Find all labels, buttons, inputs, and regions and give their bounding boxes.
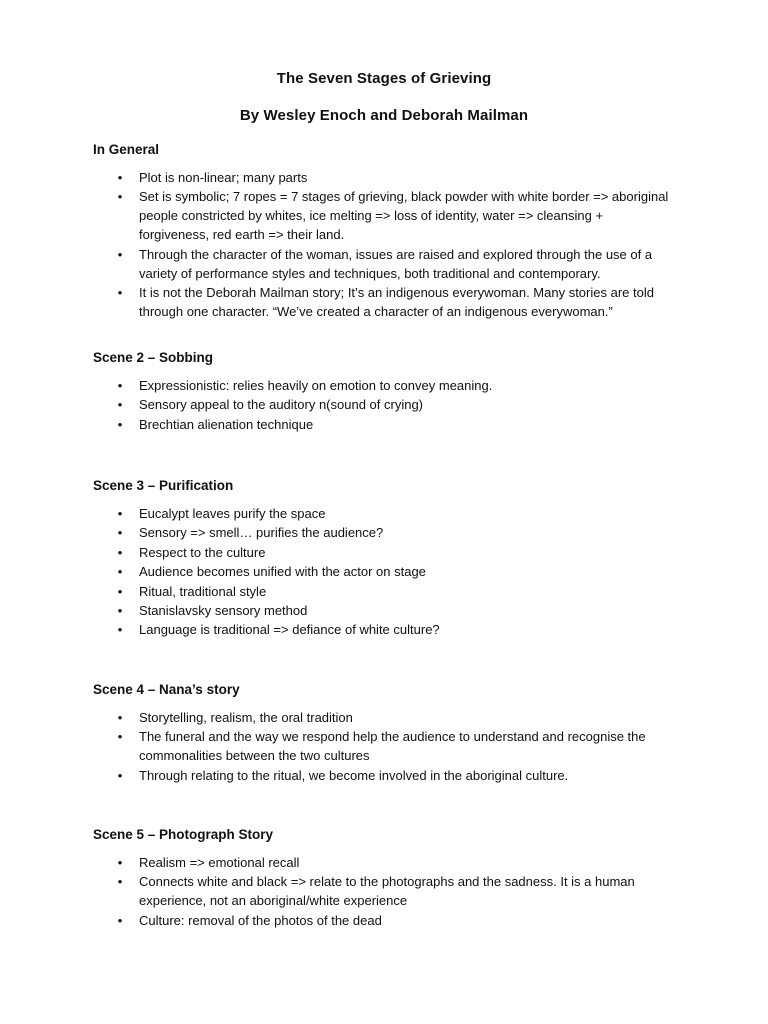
list-item: • Realism => emotional recall: [93, 853, 693, 872]
list-item: • Stanislavsky sensory method: [93, 601, 693, 620]
bullet-icon: •: [117, 564, 123, 580]
bullet-icon: •: [117, 525, 123, 541]
bullet-icon: •: [117, 622, 123, 638]
list-item: • Through the character of the woman, issues are raised and explored through the use of a variety of performance styles and techniques, both traditional and contemporary.: [93, 245, 693, 283]
document-byline: By Wesley Enoch and Deborah Mailman: [239, 107, 529, 124]
list-item: • Ritual, traditional style: [93, 582, 693, 601]
list-item: • Language is traditional => defiance of white culture?: [93, 620, 693, 639]
list-item: • Brechtian alienation technique: [93, 415, 693, 434]
list-item: • Audience becomes unified with the actor on stage: [93, 562, 693, 581]
bullet-icon: •: [117, 506, 123, 521]
bullet-icon: •: [117, 729, 123, 745]
list-item: • Culture: removal of the photos of the dead: [93, 911, 693, 930]
section-scene-2: [93, 349, 693, 434]
bullet-icon: •: [117, 767, 123, 783]
section-heading: Scene 5 – Photograph Story: [93, 827, 274, 842]
list-item: • It is not the Deborah Mailman story; It’s an indigenous everywoman. Many stories are told through one character. “We’ve created a character of an indigenous everywoman.”: [93, 283, 693, 321]
list-item: • Through relating to the ritual, we become involved in the aboriginal culture.: [93, 766, 693, 785]
list-item: • Connects white and black => relate to the photographs and the sadness. It is a human experience, not an aboriginal/white experience: [93, 872, 693, 910]
bullet-list: [93, 853, 693, 930]
bullet-list: [93, 708, 693, 785]
list-item: • The funeral and the way we respond help the audience to understand and recognise the commonalities between the two cultures: [93, 727, 693, 765]
bullet-icon: •: [117, 912, 123, 928]
list-item: • Sensory appeal to the auditory n(sound of crying): [93, 395, 693, 414]
document-title: The Seven Stages of Grieving: [276, 70, 492, 87]
list-item: • Eucalypt leaves purify the space: [93, 504, 693, 523]
list-item: • Storytelling, realism, the oral tradition: [93, 708, 693, 727]
bullet-icon: •: [117, 416, 123, 432]
bullet-list: [93, 504, 693, 639]
section-in-general: [93, 141, 693, 322]
bullet-icon: •: [117, 189, 123, 205]
section-heading: In General: [93, 142, 160, 157]
bullet-icon: •: [117, 544, 123, 560]
list-item: • Set is symbolic; 7 ropes = 7 stages of grieving, black powder with white border => aboriginal people constricted by whites, ice melting => loss of identity, water => cleansing + forgiveness, red earth => their land.: [93, 187, 693, 244]
bullet-list: [93, 376, 693, 434]
bullet-icon: •: [117, 170, 123, 185]
section-heading: Scene 2 – Sobbing: [93, 350, 214, 365]
section-heading: Scene 3 – Purification: [93, 478, 234, 493]
bullet-icon: •: [117, 285, 123, 301]
bullet-icon: •: [117, 246, 123, 262]
bullet-icon: •: [117, 874, 123, 890]
bullet-icon: •: [117, 397, 123, 413]
section-scene-5: [93, 826, 693, 930]
list-item: • Sensory => smell… purifies the audience?: [93, 523, 693, 542]
list-item: • Expressionistic: relies heavily on emotion to convey meaning.: [93, 376, 693, 395]
bullet-list: [93, 168, 693, 321]
list-item: • Respect to the culture: [93, 543, 693, 562]
section-scene-4: [93, 681, 693, 785]
section-scene-3: [93, 477, 693, 640]
bullet-icon: •: [117, 855, 123, 870]
bullet-icon: •: [117, 378, 123, 393]
bullet-icon: •: [117, 710, 123, 725]
section-heading: Scene 4 – Nana’s story: [93, 682, 240, 697]
list-item: • Plot is non-linear; many parts: [93, 168, 693, 187]
bullet-icon: •: [117, 583, 123, 599]
bullet-icon: •: [117, 602, 123, 618]
